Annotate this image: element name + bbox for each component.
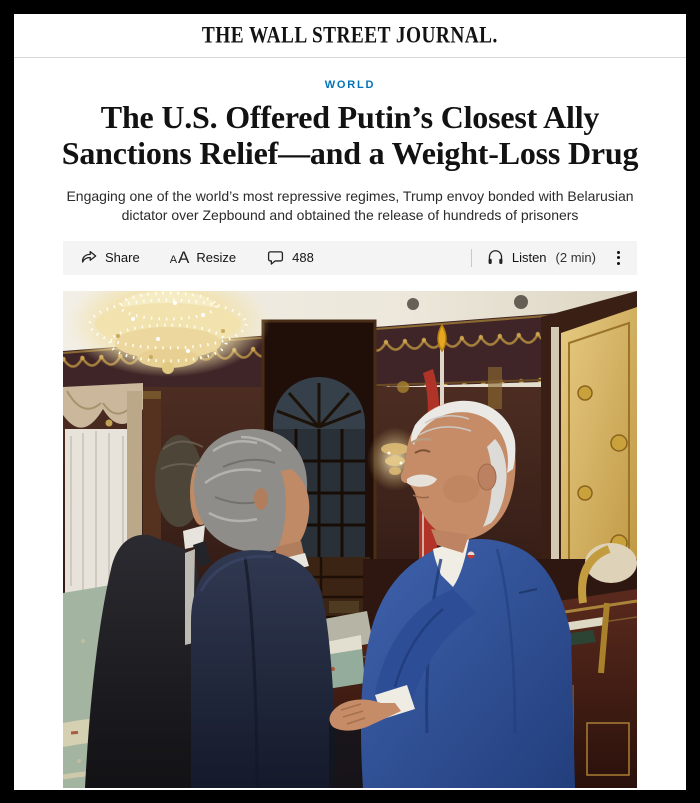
toolbar-right-group [471,248,627,268]
more-options-button[interactable] [610,248,627,268]
article-hero-image [63,291,637,788]
article-toolbar [63,241,637,275]
share-button[interactable] [79,248,140,267]
share-label: Share [105,250,140,266]
toolbar-divider [471,249,472,267]
comment-bubble-icon [266,248,285,267]
wsj-logo[interactable]: THE WALL STREET JOURNAL. [202,21,498,49]
headphones-icon [486,248,505,267]
subheadline: Engaging one of the world’s most repressive regimes, Trump envoy bonded with Belarusian dictator over Zepbound and obtained the release of hundreds of prisoners [66,188,634,223]
listen-label: Listen [511,250,547,266]
resize-button[interactable] [170,249,236,266]
listen-duration: (2 min) [555,250,596,266]
text-resize-icon: A A [169,248,190,268]
comments-button[interactable] [266,248,314,267]
category-link[interactable]: WORLD [324,79,376,91]
resize-label: Resize [196,250,237,266]
comments-count: 488 [292,250,314,266]
listen-button[interactable] [486,248,596,267]
headline: The U.S. Offered Putin’s Closest Ally Sanctions Relief—and a Weight-Loss Drug [61,99,639,172]
share-arrow-icon [79,248,98,267]
article-page [14,14,686,790]
masthead [14,14,686,58]
hero-photo-illustration [63,291,637,788]
